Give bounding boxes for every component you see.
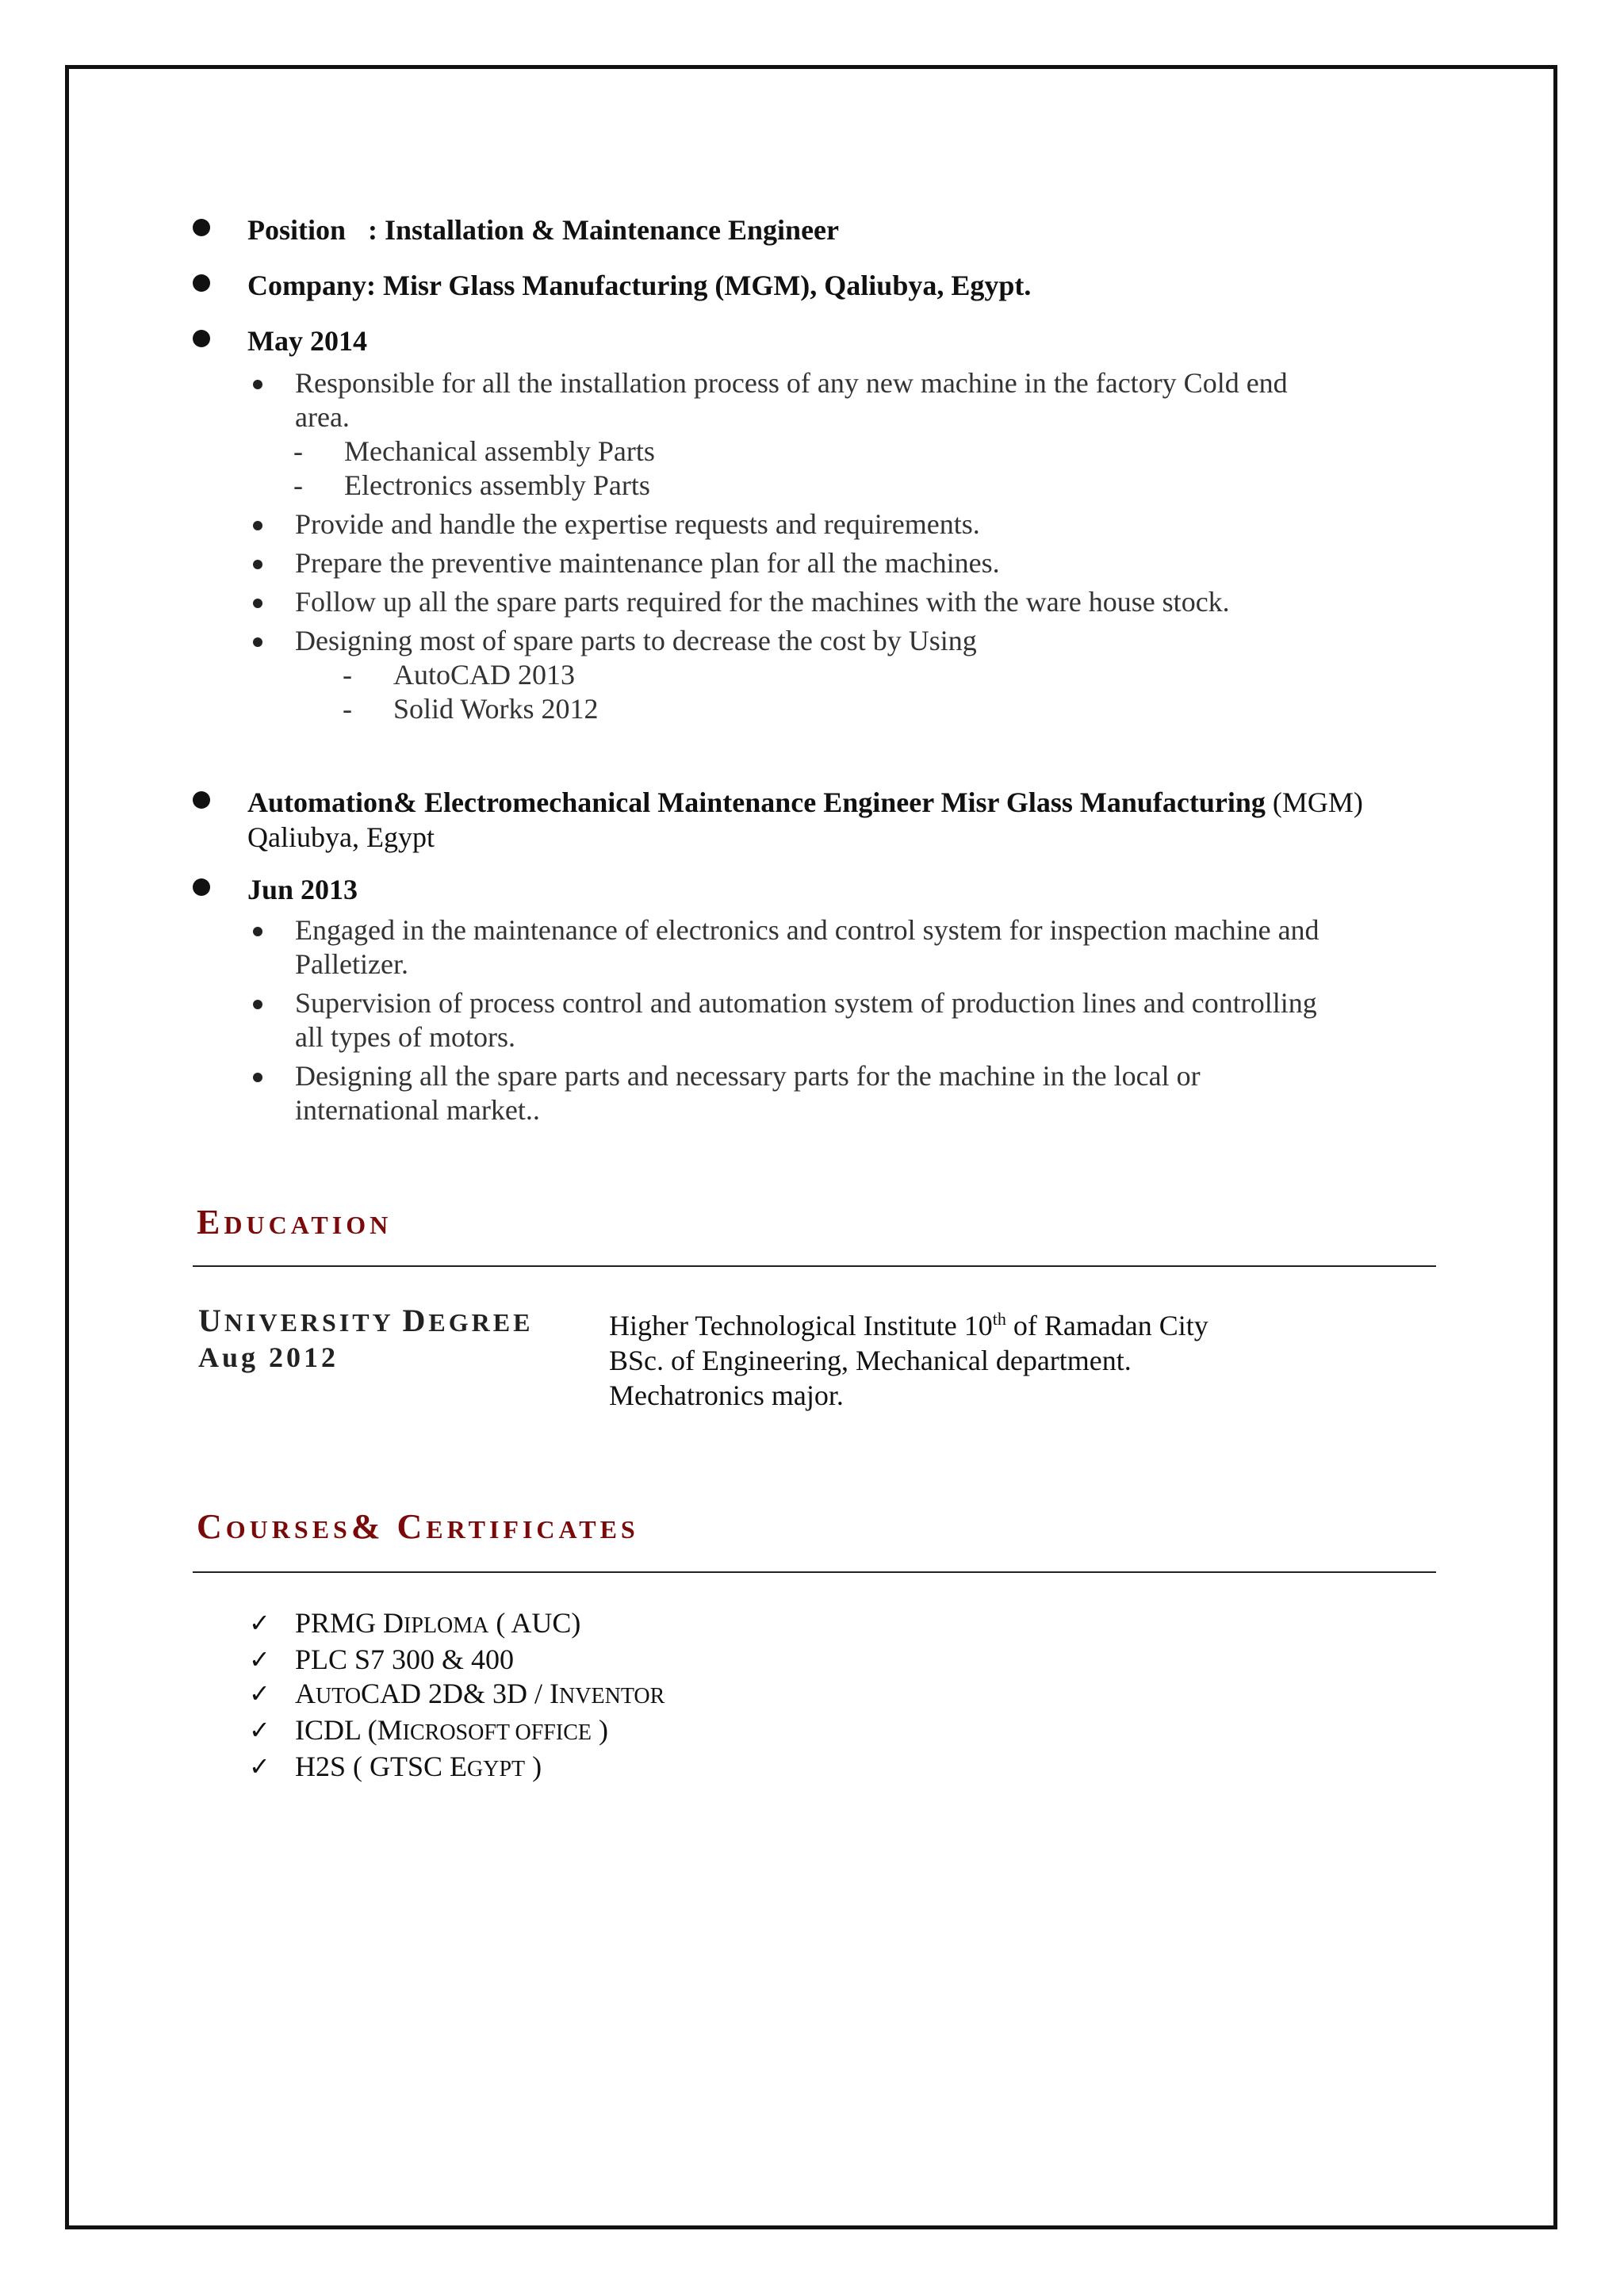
course-text-smallcaps: IPLOMA xyxy=(404,1613,489,1638)
bullet-icon xyxy=(193,219,210,236)
bullet-icon xyxy=(193,878,210,896)
course-text-smallcaps: ICROSOFT OFFICE xyxy=(402,1720,592,1745)
education-degree xyxy=(198,1303,533,1375)
duty-text: Palletizer. xyxy=(295,948,408,980)
education-heading xyxy=(197,1202,392,1242)
company-line xyxy=(198,268,1031,303)
date-line xyxy=(198,323,367,358)
job2-duties xyxy=(198,913,1435,1127)
check-icon: ✓ xyxy=(249,1715,270,1745)
education-date: Aug 2012 xyxy=(198,1341,339,1373)
degree-line: BSc. of Engineering, Mechanical department. xyxy=(609,1345,1132,1376)
sub-item: - Mechanical assembly Parts xyxy=(293,435,655,467)
job2-title xyxy=(198,785,1451,855)
course-text: A xyxy=(295,1678,316,1709)
course-item xyxy=(249,1713,665,1750)
check-icon: ✓ xyxy=(249,1644,270,1674)
duty-item xyxy=(295,507,1435,541)
course-item xyxy=(249,1677,665,1713)
bullet-icon xyxy=(253,599,262,608)
check-icon: ✓ xyxy=(249,1608,270,1638)
course-text: ) xyxy=(591,1714,608,1746)
courses-heading-word: OURSES xyxy=(225,1515,351,1544)
course-text: H2S ( GTSC E xyxy=(295,1751,468,1782)
duty-item xyxy=(295,366,1435,503)
duty-text: Designing most of spare parts to decrease the cost by Using xyxy=(295,625,977,656)
bullet-icon xyxy=(253,560,262,569)
degree-initial: D xyxy=(402,1303,429,1338)
duty-text: international market.. xyxy=(295,1094,540,1126)
bullet-icon xyxy=(253,637,262,647)
major-line: Mechatronics major. xyxy=(609,1380,844,1411)
bullet-icon xyxy=(193,274,210,292)
duty-item xyxy=(295,986,1435,1054)
job2-title-bold: Automation& Electromechanical Maintenance Engineer Misr Glass Manufacturing xyxy=(247,786,1266,818)
company-text: Company: Misr Glass Manufacturing (MGM), Qaliubya, Egypt. xyxy=(247,270,1032,301)
courses-heading xyxy=(197,1506,639,1547)
duty-text: Follow up all the spare parts required for the machines with the ware house stock. xyxy=(295,586,1230,618)
degree-initial: U xyxy=(198,1303,224,1338)
position-value: : Installation & Maintenance Engineer xyxy=(368,214,839,246)
duty-text: Designing all the spare parts and necessary parts for the machine in the local or xyxy=(295,1060,1201,1092)
institute-line xyxy=(609,1302,1208,1343)
courses-list xyxy=(249,1606,665,1786)
duty-item xyxy=(295,624,1435,726)
position-line xyxy=(198,212,839,247)
education-details xyxy=(609,1302,1208,1413)
education-heading-initial: E xyxy=(197,1203,224,1242)
bullet-icon xyxy=(253,380,262,389)
date-text: May 2014 xyxy=(247,325,367,357)
courses-heading-word: ERTIFICATES xyxy=(426,1515,639,1544)
duty-text: Responsible for all the installation process of any new machine in the factory Cold end xyxy=(295,367,1288,399)
institute-sup: th xyxy=(992,1309,1006,1329)
course-text: PLC S7 300 & 400 xyxy=(295,1644,515,1675)
course-text-smallcaps: GYPT xyxy=(467,1757,526,1781)
course-text: ) xyxy=(525,1751,542,1782)
duty-item xyxy=(295,546,1435,580)
courses-heading-initial: C xyxy=(396,1507,427,1546)
duty-item xyxy=(295,585,1435,619)
job2-title-plain: (MGM) xyxy=(1272,786,1363,818)
education-divider xyxy=(193,1265,1436,1267)
courses-divider xyxy=(193,1571,1436,1573)
sub-item: - Electronics assembly Parts xyxy=(293,469,650,501)
bullet-icon xyxy=(253,1000,262,1009)
duty-text: Provide and handle the expertise requests and requirements. xyxy=(295,508,980,540)
duty-item xyxy=(295,913,1435,982)
sub-item-text: Electronics assembly Parts xyxy=(344,469,650,501)
duty-item xyxy=(295,1059,1435,1127)
check-icon: ✓ xyxy=(249,1678,270,1709)
sub-item-text: AutoCAD 2013 xyxy=(393,659,576,691)
course-text-smallcaps: NVENTOR xyxy=(559,1684,665,1709)
courses-heading-amp: & xyxy=(350,1507,397,1546)
degree-word: NIVERSITY xyxy=(224,1308,403,1337)
courses-heading-initial: C xyxy=(197,1507,226,1546)
sub-item: - Solid Works 2012 xyxy=(343,693,599,725)
job1-duties xyxy=(198,366,1435,726)
course-item xyxy=(249,1606,665,1643)
course-text: CAD 2D& 3D / I xyxy=(361,1678,560,1709)
position-label: Position xyxy=(247,214,347,246)
check-icon: ✓ xyxy=(249,1751,270,1781)
course-text: ICDL (M xyxy=(295,1714,403,1746)
institute-text: of Ramadan City xyxy=(1005,1310,1208,1341)
degree-word: EGREE xyxy=(428,1308,534,1337)
bullet-icon xyxy=(193,330,210,347)
bullet-icon xyxy=(253,1073,262,1082)
duty-text: Prepare the preventive maintenance plan for all the machines. xyxy=(295,547,1000,579)
course-text-smallcaps: UTO xyxy=(316,1684,362,1709)
bullet-icon xyxy=(193,791,210,809)
job2-date xyxy=(198,872,358,907)
sub-item-text: Solid Works 2012 xyxy=(393,693,599,725)
institute-text: Higher Technological Institute 10 xyxy=(609,1310,993,1341)
course-text: ( AUC) xyxy=(488,1607,581,1639)
sub-item: - AutoCAD 2013 xyxy=(343,659,576,691)
course-item xyxy=(249,1643,665,1677)
sub-item-text: Mechanical assembly Parts xyxy=(344,435,655,467)
course-text: PRMG D xyxy=(295,1607,404,1639)
duty-text: Engaged in the maintenance of electronics and control system for inspection machine and xyxy=(295,914,1320,946)
duty-text: all types of motors. xyxy=(295,1021,515,1053)
course-item xyxy=(249,1750,665,1786)
duty-text: area. xyxy=(295,401,350,433)
bullet-icon xyxy=(253,521,262,530)
job2-location: Qaliubya, Egypt xyxy=(247,821,435,853)
duty-text: Supervision of process control and automation system of production lines and controlling xyxy=(295,987,1317,1019)
job2-date-text: Jun 2013 xyxy=(247,874,358,905)
bullet-icon xyxy=(253,927,262,936)
education-heading-rest: DUCATION xyxy=(224,1211,393,1239)
